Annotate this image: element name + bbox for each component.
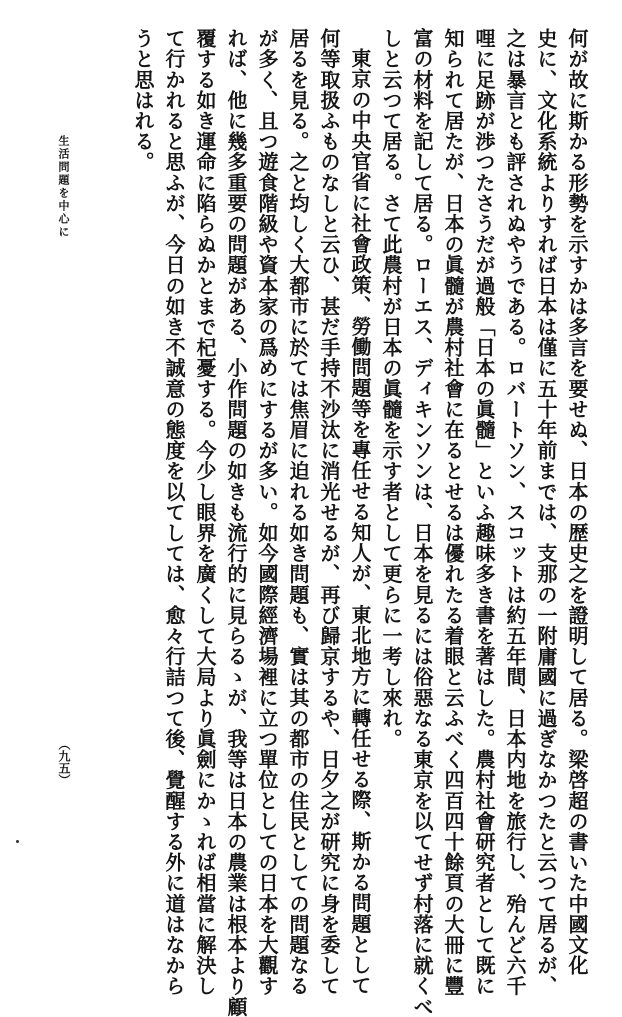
page-number: （九五）	[57, 738, 71, 786]
text-column-7: しと云つて居る。さて此農村が日本の眞髓を示す者として更らに一考し來れ。	[379, 28, 403, 749]
text-column-6: 富の材料を記して居る。ローエス、ディキンソンは、日本を見るには俗惡なる東京を以てせず村落に就くべ	[410, 28, 434, 1017]
text-column-3: 之は暴言とも評されぬやうである。ロバートソン、スコットは約五年間、日本内地を旅行し、殆んど六千	[503, 28, 527, 997]
text-column-15: うと思はれる。	[131, 28, 155, 173]
text-column-11: が多く、且つ遊食階級や資本家の爲めにするが多い。如今國際經濟場裡に立つ單位としての日本を大觀す	[255, 28, 279, 997]
text-column-2: 史に、文化系統よりすれば日本は僅に五十年前までは、支那の一附庸國に過ぎなかつたと云つて居るが、	[534, 28, 558, 997]
text-column-10: 居るを見る。之と均しく大都市に於ては焦眉に迫れる如き問題も、實は其の都市の住民としての問題なる	[286, 28, 310, 997]
print-speck	[16, 840, 19, 843]
text-column-4: 哩に足跡が渉つたさうだが過般「日本の眞髓」といふ趣味多き書を著はした。農村社會研究者として既に	[472, 28, 496, 997]
text-column-14: て行かれると思ふが、今日の如き不誠意の態度を以てしては、愈々行詰つて後、覺醒する外に道はなから	[162, 28, 186, 997]
running-head: 生活問題を中心に	[57, 135, 70, 239]
text-column-5: 知られて居たが、日本の眞髓が農村社會に在るとせるは優れたる着眼と云ふべく四百四十餘頁の大冊に豐	[441, 28, 465, 997]
text-column-12: れば、他に幾多重要の問題がある、小作問題の如きも流行的に見らるゝが、我等は日本の農業は根本より顧	[224, 28, 248, 1017]
text-column-9: 何等取扱ふものなしと云ひ、甚だ手持不沙汰に消光せるが、再び歸京するや、日夕之が研究に身を委して	[317, 28, 341, 997]
text-column-1: 何が故に斯かる形勢を示すかは多言を要せぬ、日本の歴史之を證明して居る。梁啓超の書いた中國文化	[565, 28, 589, 976]
text-column-8: 東京の中央官省に社會政策、勞働問題等を專任せる知人が、東北地方に轉任せる際、斯かる問題として	[348, 48, 372, 996]
text-column-13: 覆する如き運命に陷らぬかとまで杞憂する。今少し眼界を廣くして大局より眞劍にかゝれば相當に解決し	[193, 28, 217, 997]
